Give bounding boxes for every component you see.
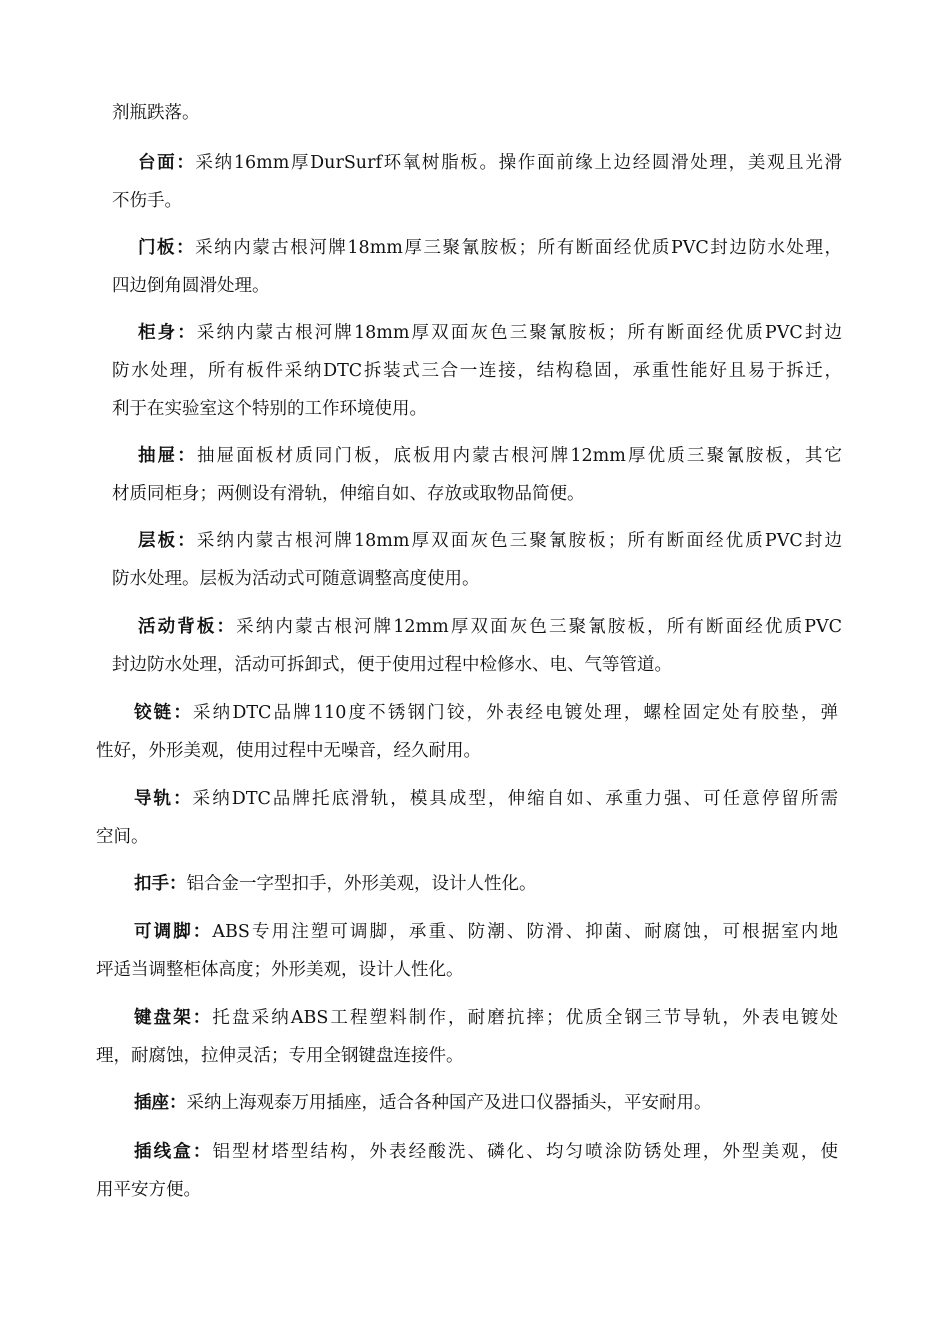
paragraph-cabinet-body	[112, 314, 842, 428]
term-label: 门板：	[138, 238, 196, 258]
paragraph-line: 剂瓶跌落。	[112, 103, 200, 123]
term-label: 插线盒：	[134, 1142, 213, 1162]
paragraph-line: 利于在实验室这个特别的工作环境使用。	[112, 399, 427, 419]
term-label: 铰链：	[134, 703, 193, 723]
paragraph-continuation	[112, 94, 842, 132]
paragraph-line: 采纳DTC品牌托底滑轨，模具成型，伸缩自如、承重力强、可任意停留所需	[192, 789, 839, 809]
paragraph-line: 托盘采纳ABS工程塑料制作，耐磨抗摔；优质全钢三节导轨，外表电镀处	[212, 1008, 839, 1028]
paragraph-line: 四边倒角圆滑处理。	[112, 276, 270, 296]
paragraph-line: 采纳内蒙古根河牌12mm厚双面灰色三聚氰胺板，所有断面经优质PVC	[236, 617, 843, 637]
paragraph-line: 封边防水处理，活动可拆卸式，便于使用过程中检修水、电、气等管道。	[112, 655, 672, 675]
term-label: 键盘架：	[134, 1008, 213, 1028]
paragraph-line: 采纳内蒙古根河牌18mm厚三聚氰胺板；所有断面经优质PVC封边防水处理，	[195, 238, 843, 258]
paragraph-back-panel	[112, 608, 842, 684]
term-label: 活动背板：	[138, 617, 237, 637]
paragraph-line: 坪适当调整柜体高度；外形美观，设计人性化。	[96, 960, 464, 980]
paragraph-handle	[96, 865, 838, 903]
paragraph-line: 理，耐腐蚀，拉伸灵活；专用全钢键盘连接件。	[96, 1046, 464, 1066]
paragraph-line: 用平安方便。	[96, 1180, 201, 1200]
term-label: 导轨：	[134, 789, 193, 809]
paragraph-line: 铝合金一字型扣手，外形美观，设计人性化。	[186, 874, 537, 894]
paragraph-line: 性好，外形美观，使用过程中无噪音，经久耐用。	[96, 741, 481, 761]
paragraph-line: 铝型材塔型结构，外表经酸洗、磷化、均匀喷涂防锈处理，外型美观，使	[212, 1142, 839, 1162]
term-label: 抽屉：	[138, 446, 197, 466]
paragraph-rail	[96, 780, 838, 856]
paragraph-line: 空间。	[96, 827, 149, 847]
paragraph-line: 采纳16mm厚DurSurf环氧树脂板。操作面前缘上边经圆滑处理，美观且光滑	[195, 153, 842, 173]
paragraph-line: 防水处理，所有板件采纳DTC拆装式三合一连接，结构稳固，承重性能好且易于拆迁，	[112, 361, 842, 381]
paragraph-line: ABS专用注塑可调脚，承重、防潮、防滑、抑菌、耐腐蚀，可根据室内地	[212, 922, 839, 942]
paragraph-countertop	[112, 144, 842, 220]
term-label: 柜身：	[138, 323, 197, 343]
term-label: 可调脚：	[134, 922, 213, 942]
paragraph-line: 防水处理。层板为活动式可随意调整高度使用。	[112, 569, 480, 589]
paragraph-line: 采纳内蒙古根河牌18mm厚双面灰色三聚氰胺板；所有断面经优质PVC封边	[196, 531, 843, 551]
paragraph-cable-box	[96, 1133, 838, 1209]
paragraph-door-panel	[112, 229, 842, 305]
term-label: 扣手：	[134, 874, 187, 894]
paragraph-keyboard-tray	[96, 999, 838, 1075]
term-label: 台面：	[138, 153, 196, 173]
paragraph-line: 不伤手。	[112, 191, 182, 211]
paragraph-line: 采纳内蒙古根河牌18mm厚双面灰色三聚氰胺板；所有断面经优质PVC封边	[196, 323, 843, 343]
term-label: 层板：	[138, 531, 197, 551]
term-label: 插座：	[134, 1093, 187, 1113]
paragraph-line: 材质同柜身；两侧设有滑轨，伸缩自如、存放或取物品简便。	[112, 484, 585, 504]
paragraph-line: 抽屉面板材质同门板，底板用内蒙古根河牌12mm厚优质三聚氰胺板，其它	[196, 446, 842, 466]
paragraph-drawer	[112, 437, 842, 513]
paragraph-line: 采纳DTC品牌110度不锈钢门铰，外表经电镀处理，螺栓固定处有胶垫，弹	[193, 703, 838, 723]
paragraph-socket	[96, 1084, 838, 1122]
paragraph-line: 采纳上海观泰万用插座，适合各种国产及进口仪器插头，平安耐用。	[186, 1093, 712, 1113]
paragraph-shelf	[112, 522, 842, 598]
paragraph-hinge	[96, 694, 838, 770]
paragraph-adjustable-foot	[96, 913, 838, 989]
